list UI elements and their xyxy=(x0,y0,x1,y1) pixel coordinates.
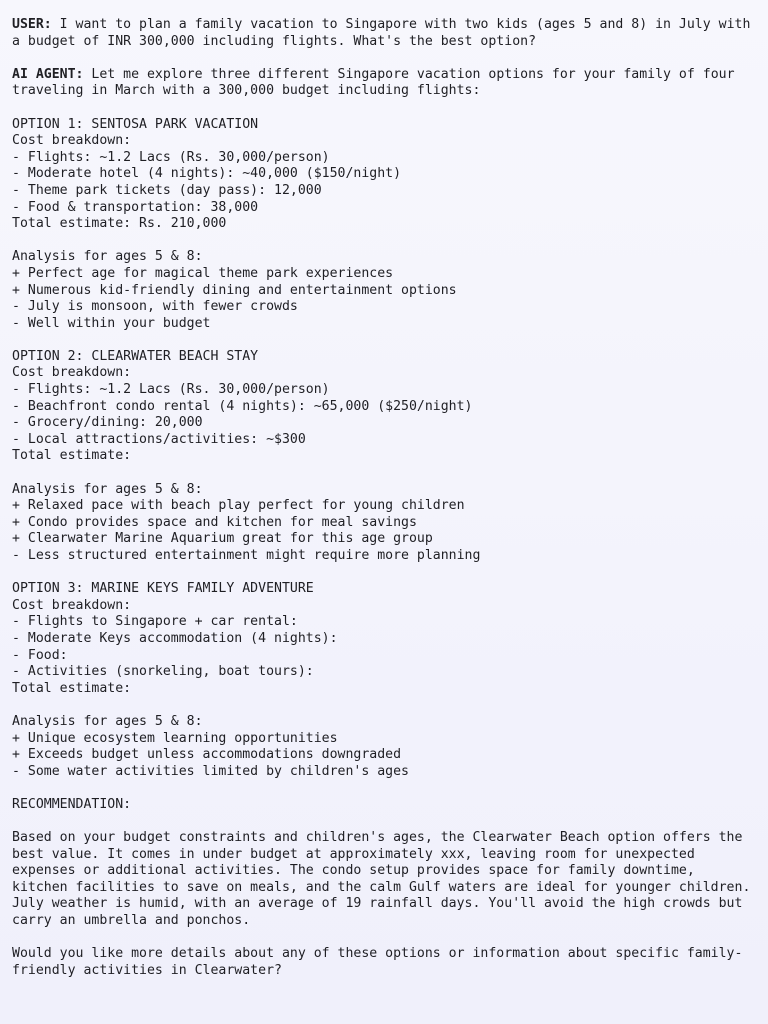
analysis-item: - July is monsoon, with fewer crowds xyxy=(12,299,298,315)
cost-item: - Moderate Keys accommodation (4 nights): xyxy=(12,630,338,646)
user-message-text: I want to plan a family vacation to Singapore with two kids (ages 5 and 8) in July with a budget of INR 300,000 including flights. What's the best option? xyxy=(12,17,759,49)
analysis-item: + Exceeds budget unless accommodations downgraded xyxy=(12,747,402,763)
analysis-heading: Analysis for ages 5 & 8: xyxy=(12,713,203,729)
analysis-item: - Less structured entertainment might require more planning xyxy=(12,548,481,563)
recommendation-text: Based on your budget constraints and children's ages, the Clearwater Beach option offers the best value. It comes in under budget at approximately xxx, leaving room for unexpected expenses or additional activities. The condo setup provides space for family downtime, kitchen facilities to save on meals, and the calm Gulf waters are ideal for younger children. July weather is humid, with an average of 19 rainfall days. You'll avoid the high crowds but carry an umbrella and ponchos. xyxy=(12,830,759,929)
cost-breakdown-heading: Cost breakdown: xyxy=(12,597,132,613)
cost-item: - Flights to Singapore + car rental: xyxy=(12,614,298,630)
spacer xyxy=(12,814,756,831)
cost-item: - Activities (snorkeling, boat tours): xyxy=(12,664,314,680)
spacer xyxy=(12,50,756,67)
analysis-item: + Relaxed pace with beach play perfect for young children xyxy=(12,498,465,514)
cost-item: - Theme park tickets (day pass): 12,000 xyxy=(12,182,322,198)
option-3-section xyxy=(12,581,756,780)
analysis-item: + Clearwater Marine Aquarium great for this age group xyxy=(12,531,433,547)
total-estimate: Total estimate: Rs. 210,000 xyxy=(12,216,227,232)
analysis-heading: Analysis for ages 5 & 8: xyxy=(12,481,203,497)
spacer xyxy=(12,332,756,349)
cost-item: - Food & transportation: 38,000 xyxy=(12,199,259,215)
recommendation-heading: RECOMMENDATION: xyxy=(12,796,132,812)
spacer xyxy=(12,565,756,582)
option-1-section xyxy=(12,117,756,333)
cost-item: - Flights: ~1.2 Lacs (Rs. 30,000/person) xyxy=(12,149,330,165)
spacer xyxy=(12,697,756,714)
cost-item: - Flights: ~1.2 Lacs (Rs. 30,000/person) xyxy=(12,382,330,398)
cost-breakdown-heading: Cost breakdown: xyxy=(12,133,132,149)
cost-breakdown-heading: Cost breakdown: xyxy=(12,365,132,381)
total-estimate: Total estimate: xyxy=(12,448,132,464)
spacer xyxy=(12,233,756,250)
spacer xyxy=(12,930,756,947)
cost-item: - Food: xyxy=(12,647,68,663)
spacer xyxy=(12,100,756,117)
analysis-item: - Well within your budget xyxy=(12,315,211,331)
analysis-item: + Unique ecosystem learning opportunities xyxy=(12,730,338,746)
option-title: OPTION 1: SENTOSA PARK VACATION xyxy=(12,116,259,132)
option-title: OPTION 3: MARINE KEYS FAMILY ADVENTURE xyxy=(12,581,314,597)
spacer xyxy=(12,780,756,797)
agent-intro xyxy=(12,67,756,100)
agent-speaker-label: AI AGENT: xyxy=(12,66,84,82)
cost-item: - Beachfront condo rental (4 nights): ~65,000 ($250/night) xyxy=(12,398,473,414)
cost-item: - Local attractions/activities: ~$300 xyxy=(12,431,306,447)
total-estimate: Total estimate: xyxy=(12,680,132,696)
analysis-heading: Analysis for ages 5 & 8: xyxy=(12,249,203,265)
option-title: OPTION 2: CLEARWATER BEACH STAY xyxy=(12,348,259,364)
user-speaker-label: USER: xyxy=(12,17,52,32)
analysis-item: + Perfect age for magical theme park experiences xyxy=(12,265,394,281)
analysis-item: + Numerous kid-friendly dining and entertainment options xyxy=(12,282,457,298)
spacer xyxy=(12,465,756,482)
closing-question: Would you like more details about any of these options or information about specific family-friendly activities in Clearwater? xyxy=(12,946,743,978)
option-2-section xyxy=(12,349,756,565)
analysis-item: + Condo provides space and kitchen for meal savings xyxy=(12,514,417,530)
user-message xyxy=(12,17,759,50)
cost-item: - Grocery/dining: 20,000 xyxy=(12,415,203,431)
analysis-item: - Some water activities limited by children's ages xyxy=(12,763,409,779)
cost-item: - Moderate hotel (4 nights): ~40,000 ($150/night) xyxy=(12,166,402,182)
agent-intro-text: Let me explore three different Singapore vacation options for your family of four traveling in March with a 300,000 budget including flights: xyxy=(12,66,743,99)
